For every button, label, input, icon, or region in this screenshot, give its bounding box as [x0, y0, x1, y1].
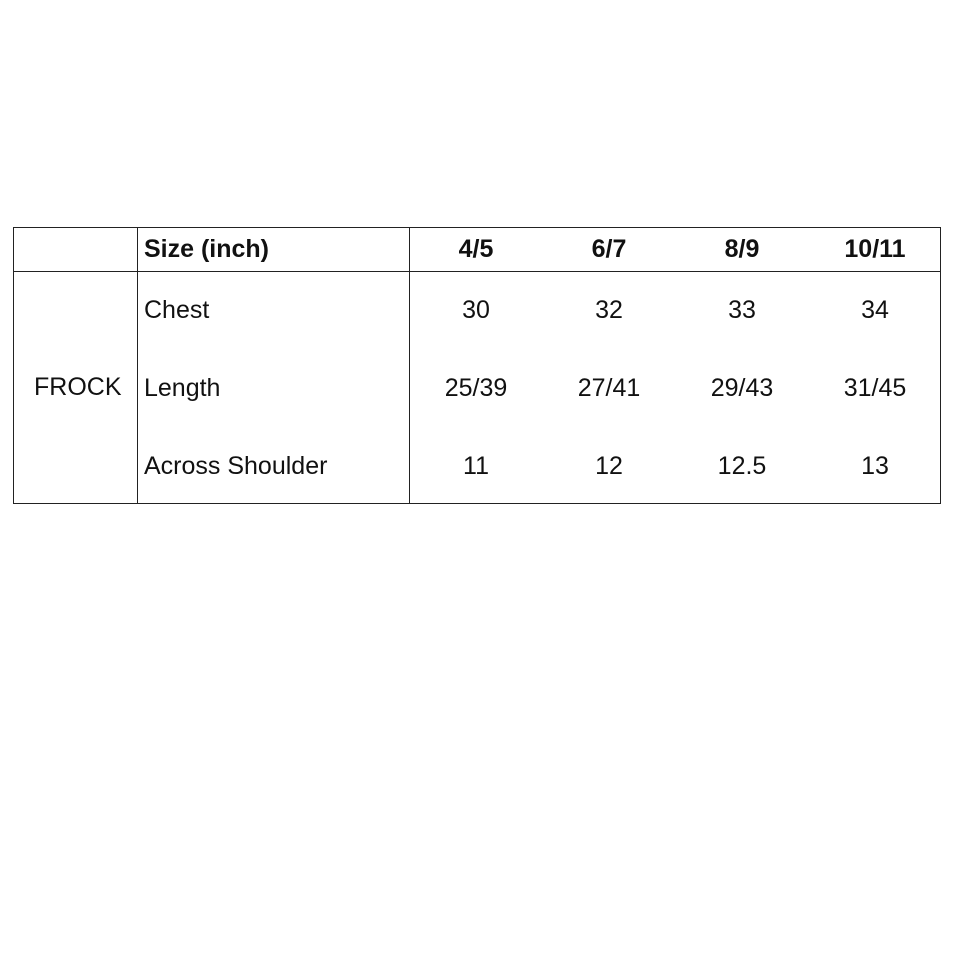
- chest-value: 34: [861, 296, 889, 324]
- column-divider: [409, 228, 410, 503]
- row-label-across-shoulder: Across Shoulder: [144, 452, 328, 480]
- across-shoulder-value: 13: [861, 452, 889, 480]
- length-value: 29/43: [710, 374, 774, 402]
- size-header-label: Size (inch): [144, 235, 270, 263]
- chest-value: 30: [462, 296, 490, 324]
- length-value: 27/41: [577, 374, 641, 402]
- across-shoulder-value: 11: [463, 452, 489, 480]
- length-value: 25/39: [444, 374, 508, 402]
- size-header-10-11: 10/11: [844, 235, 906, 263]
- across-shoulder-value: 12.5: [717, 452, 767, 480]
- size-header-6-7: 6/7: [591, 235, 627, 263]
- chest-value: 33: [728, 296, 756, 324]
- size-header-4-5: 4/5: [458, 235, 494, 263]
- chest-value: 32: [595, 296, 623, 324]
- garment-label: FROCK: [34, 373, 122, 401]
- row-label-chest: Chest: [144, 296, 210, 324]
- column-divider: [137, 228, 138, 503]
- row-label-length: Length: [144, 374, 221, 402]
- across-shoulder-value: 12: [595, 452, 623, 480]
- size-header-8-9: 8/9: [724, 235, 760, 263]
- size-chart-table: [13, 227, 941, 504]
- length-value: 31/45: [843, 374, 907, 402]
